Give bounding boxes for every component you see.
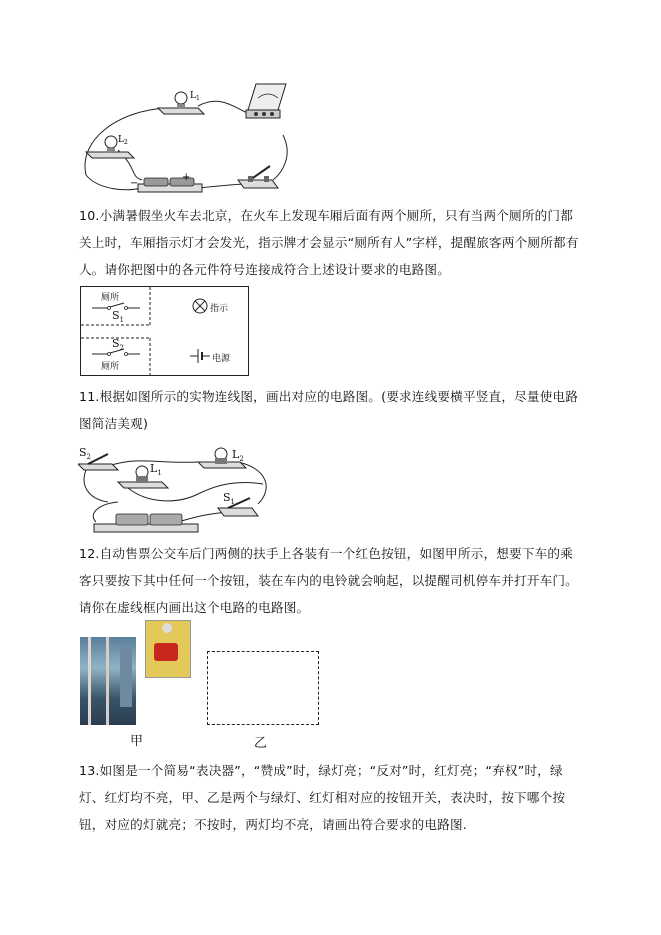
q10-label-toilet1: 厕所 (101, 293, 120, 303)
red-button-photo (145, 620, 191, 678)
q11-circuit-figure (78, 444, 278, 534)
q11-label-s2: $S_2$ (79, 446, 92, 462)
battery-minus: − (130, 178, 139, 189)
svg-text:2: 2 (124, 139, 128, 146)
question-13-text: 13.如图是一个简易“表决器”，“赞成”时，绿灯亮；“反对”时，红灯亮；“弃权”时，绿灯、红灯均不亮，甲、乙是两个与绿灯、红灯相对应的按钮开关，表决时，按下哪个按钮，对应的灯就亮；不按时，两灯均不亮，请画出符合要求的电路图. (79, 763, 566, 832)
q10-label-toilet2: 厕所 (101, 362, 120, 372)
power-source-symbol (190, 349, 210, 363)
top-circuit-figure (78, 80, 318, 200)
question-12-text: 12.自动售票公交车后门两侧的扶手上各装有一个红色按钮，如图甲所示，想要下车的乘客只要按下其中任何一个按钮，装在车内的电铃就会响起，以提醒司机停车并打开车门。请你在虚线框内画出这个电路的电路图。 (79, 546, 578, 615)
q10-label-power: 电源 (212, 354, 231, 364)
svg-text:1: 1 (196, 95, 200, 102)
q11-label-l1: $L_1$ (150, 462, 162, 478)
question-10-text: 10.小满暑假坐火车去北京，在火车上发现车厢后面有两个厕所，只有当两个厕所的门都关上时，车厢指示灯才会发光，指示牌才会显示“厕所有人”字样，提醒旅客两个厕所都有人。请你把图中的各元件符号连接成符合上述设计要求的电路图。 (79, 208, 579, 277)
answer-dashed-box (207, 651, 319, 725)
battery (138, 178, 202, 192)
battery-plus: + (182, 172, 191, 183)
caption-yi: 乙 (254, 736, 268, 751)
indicator-lamp-symbol (193, 299, 207, 313)
label-l2: L (118, 135, 124, 145)
q11-label-s1: $S_1$ (223, 491, 236, 507)
switch (238, 166, 278, 188)
q10-label-indicator: 指示 (210, 304, 229, 314)
q11-label-l2: $L_2$ (232, 448, 244, 464)
caption-jia: 甲 (130, 734, 144, 749)
q11-battery (94, 514, 198, 532)
q10-label-s2: $S_2$ (112, 337, 125, 353)
label-l1: L (190, 91, 196, 101)
meter (246, 84, 286, 118)
question-11-text: 11.根据如图所示的实物连线图，画出对应的电路图。(要求连线要横平竖直，尽量使电路图简洁美观) (79, 389, 579, 431)
q10-label-s1: $S_1$ (112, 309, 125, 325)
bus-photo (80, 637, 136, 725)
